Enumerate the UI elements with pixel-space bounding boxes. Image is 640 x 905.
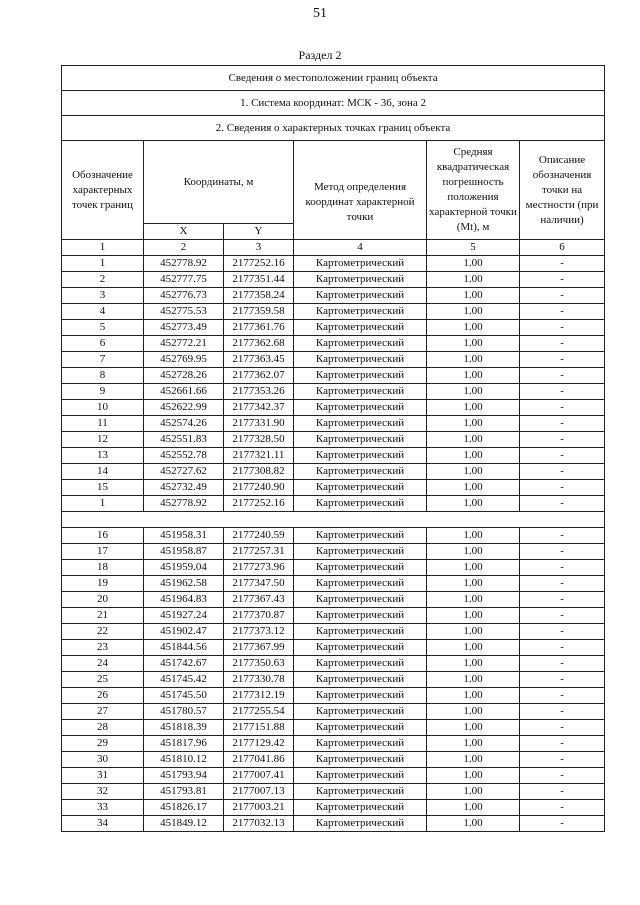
cell-accuracy: 1.00 — [427, 800, 520, 816]
cell-description: - — [520, 464, 605, 480]
cell-coord-x: 451958.31 — [144, 528, 224, 544]
table-row — [62, 416, 605, 432]
cell-method: Картометрический — [294, 784, 427, 800]
table-row — [62, 576, 605, 592]
cell-method: Картометрический — [294, 672, 427, 688]
table-row — [62, 736, 605, 752]
cell-coord-x: 451742.67 — [144, 656, 224, 672]
cell-point-number: 26 — [62, 688, 144, 704]
cell-coord-y: 2177359.58 — [224, 304, 294, 320]
cell-description: - — [520, 448, 605, 464]
cell-coord-x: 451780.57 — [144, 704, 224, 720]
cell-coord-y: 2177331.90 — [224, 416, 294, 432]
table-row — [62, 528, 605, 544]
cell-coord-x: 451962.58 — [144, 576, 224, 592]
table-row — [62, 768, 605, 784]
table-row — [62, 816, 605, 832]
header-coordinates: Координаты, м — [144, 141, 294, 224]
cell-point-number: 1 — [62, 256, 144, 272]
cell-description: - — [520, 400, 605, 416]
cell-coord-x: 452622.99 — [144, 400, 224, 416]
cell-accuracy: 1.00 — [427, 720, 520, 736]
cell-description: - — [520, 752, 605, 768]
table-row — [62, 688, 605, 704]
table-row — [62, 624, 605, 640]
table-row — [62, 384, 605, 400]
table-row — [62, 544, 605, 560]
cell-method: Картометрический — [294, 384, 427, 400]
section-title: Раздел 2 — [298, 48, 342, 62]
cell-accuracy: 1.00 — [427, 784, 520, 800]
cell-coord-y: 2177129.42 — [224, 736, 294, 752]
cell-method: Картометрический — [294, 816, 427, 832]
cell-coord-x: 451745.50 — [144, 688, 224, 704]
table-row — [62, 272, 605, 288]
cell-description: - — [520, 256, 605, 272]
cell-method: Картометрический — [294, 720, 427, 736]
cell-method: Картометрический — [294, 656, 427, 672]
header-y: Y — [224, 224, 294, 240]
cell-accuracy: 1.00 — [427, 544, 520, 560]
cell-coord-x: 452778.92 — [144, 256, 224, 272]
cell-accuracy: 1.00 — [427, 400, 520, 416]
cell-method: Картометрический — [294, 608, 427, 624]
cell-description: - — [520, 592, 605, 608]
cell-accuracy: 1.00 — [427, 608, 520, 624]
cell-coord-x: 452775.53 — [144, 304, 224, 320]
cell-method: Картометрический — [294, 800, 427, 816]
cell-accuracy: 1.00 — [427, 416, 520, 432]
cell-description: - — [520, 336, 605, 352]
cell-description: - — [520, 720, 605, 736]
cell-description: - — [520, 416, 605, 432]
cell-accuracy: 1.00 — [427, 656, 520, 672]
header-accuracy: Средняя квадратическая погрешность положения характерной точки (Mt), м — [427, 141, 520, 240]
cell-coord-x: 451793.94 — [144, 768, 224, 784]
table-row — [62, 496, 605, 512]
cell-coord-x: 452777.75 — [144, 272, 224, 288]
cell-description: - — [520, 624, 605, 640]
cell-coord-y: 2177007.41 — [224, 768, 294, 784]
cell-coord-y: 2177151.88 — [224, 720, 294, 736]
cell-accuracy: 1.00 — [427, 336, 520, 352]
column-number-row — [62, 240, 605, 256]
cell-coord-x: 452727.62 — [144, 464, 224, 480]
cell-coord-y: 2177363.45 — [224, 352, 294, 368]
cell-method: Картометрический — [294, 640, 427, 656]
cell-description: - — [520, 816, 605, 832]
cell-method: Картометрический — [294, 336, 427, 352]
cell-method: Картометрический — [294, 704, 427, 720]
points-heading: 2. Сведения о характерных точках границ объекта — [62, 116, 605, 141]
cell-coord-y: 2177350.63 — [224, 656, 294, 672]
cell-coord-y: 2177330.78 — [224, 672, 294, 688]
cell-point-number: 17 — [62, 544, 144, 560]
cell-method: Картометрический — [294, 368, 427, 384]
cell-coord-x: 451958.87 — [144, 544, 224, 560]
cell-accuracy: 1.00 — [427, 576, 520, 592]
cell-point-number: 9 — [62, 384, 144, 400]
cell-description: - — [520, 496, 605, 512]
cell-method: Картометрический — [294, 400, 427, 416]
cell-coord-y: 2177003.21 — [224, 800, 294, 816]
cell-accuracy: 1.00 — [427, 640, 520, 656]
cell-coord-y: 2177362.07 — [224, 368, 294, 384]
table-row — [62, 368, 605, 384]
cell-description: - — [520, 800, 605, 816]
table-row — [62, 720, 605, 736]
cell-method: Картометрический — [294, 496, 427, 512]
cell-accuracy: 1.00 — [427, 352, 520, 368]
cell-point-number: 30 — [62, 752, 144, 768]
cell-description: - — [520, 320, 605, 336]
cell-coord-y: 2177252.16 — [224, 496, 294, 512]
cell-coord-y: 2177257.31 — [224, 544, 294, 560]
cell-method: Картометрический — [294, 256, 427, 272]
cell-method: Картометрический — [294, 624, 427, 640]
cell-accuracy: 1.00 — [427, 448, 520, 464]
cell-coord-x: 452552.78 — [144, 448, 224, 464]
cell-coord-y: 2177362.68 — [224, 336, 294, 352]
cell-accuracy: 1.00 — [427, 560, 520, 576]
cell-coord-y: 2177367.99 — [224, 640, 294, 656]
cell-method: Картометрический — [294, 272, 427, 288]
table-row — [62, 656, 605, 672]
cell-description: - — [520, 368, 605, 384]
table-row — [62, 400, 605, 416]
cell-coord-x: 452773.49 — [144, 320, 224, 336]
cell-accuracy: 1.00 — [427, 592, 520, 608]
cell-coord-x: 452769.95 — [144, 352, 224, 368]
table-row — [62, 560, 605, 576]
cell-method: Картометрический — [294, 304, 427, 320]
cell-coord-y: 2177353.26 — [224, 384, 294, 400]
cell-accuracy: 1.00 — [427, 704, 520, 720]
cell-method: Картометрический — [294, 432, 427, 448]
cell-coord-y: 2177240.90 — [224, 480, 294, 496]
table-row — [62, 464, 605, 480]
cell-coord-x: 451817.96 — [144, 736, 224, 752]
cell-accuracy: 1.00 — [427, 256, 520, 272]
table-row — [62, 256, 605, 272]
cell-description: - — [520, 352, 605, 368]
table-row — [62, 784, 605, 800]
table-row — [62, 800, 605, 816]
cell-coord-y: 2177347.50 — [224, 576, 294, 592]
cell-accuracy: 1.00 — [427, 528, 520, 544]
cell-coord-y: 2177273.96 — [224, 560, 294, 576]
cell-description: - — [520, 688, 605, 704]
table-row — [62, 320, 605, 336]
cell-coord-y: 2177370.87 — [224, 608, 294, 624]
separator-cell — [62, 512, 605, 528]
cell-point-number: 34 — [62, 816, 144, 832]
cell-description: - — [520, 304, 605, 320]
cell-coord-x: 451964.83 — [144, 592, 224, 608]
cell-coord-y: 2177308.82 — [224, 464, 294, 480]
cell-description: - — [520, 480, 605, 496]
cell-coord-x: 452728.26 — [144, 368, 224, 384]
cell-coord-y: 2177351.44 — [224, 272, 294, 288]
cell-accuracy: 1.00 — [427, 816, 520, 832]
cell-coord-x: 451793.81 — [144, 784, 224, 800]
cell-coord-x: 452778.92 — [144, 496, 224, 512]
table-row — [62, 336, 605, 352]
cell-accuracy: 1.00 — [427, 304, 520, 320]
cell-coord-y: 2177321.11 — [224, 448, 294, 464]
cell-coord-x: 452772.21 — [144, 336, 224, 352]
cell-point-number: 24 — [62, 656, 144, 672]
cell-coord-y: 2177328.50 — [224, 432, 294, 448]
cell-point-number: 2 — [62, 272, 144, 288]
cell-point-number: 21 — [62, 608, 144, 624]
cell-coord-x: 451927.24 — [144, 608, 224, 624]
cell-point-number: 27 — [62, 704, 144, 720]
cell-description: - — [520, 272, 605, 288]
cell-accuracy: 1.00 — [427, 288, 520, 304]
cell-method: Картометрический — [294, 752, 427, 768]
cell-accuracy: 1.00 — [427, 752, 520, 768]
cell-coord-x: 451902.47 — [144, 624, 224, 640]
cell-point-number: 23 — [62, 640, 144, 656]
cell-accuracy: 1.00 — [427, 320, 520, 336]
cell-coord-x: 452551.83 — [144, 432, 224, 448]
cell-description: - — [520, 736, 605, 752]
cell-method: Картометрический — [294, 560, 427, 576]
cell-coord-x: 451745.42 — [144, 672, 224, 688]
cell-coord-x: 452732.49 — [144, 480, 224, 496]
table-row — [62, 592, 605, 608]
column-number: 5 — [427, 240, 520, 256]
table-row — [62, 640, 605, 656]
cell-point-number: 14 — [62, 464, 144, 480]
cell-coord-x: 452776.73 — [144, 288, 224, 304]
cell-coord-y: 2177041.86 — [224, 752, 294, 768]
cell-point-number: 10 — [62, 400, 144, 416]
table-title: Сведения о местоположении границ объекта — [62, 66, 605, 91]
cell-accuracy: 1.00 — [427, 368, 520, 384]
table-row — [62, 704, 605, 720]
cell-accuracy: 1.00 — [427, 432, 520, 448]
cell-coord-x: 451844.56 — [144, 640, 224, 656]
cell-method: Картометрический — [294, 544, 427, 560]
table-row — [62, 448, 605, 464]
cell-point-number: 32 — [62, 784, 144, 800]
cell-coord-x: 451849.12 — [144, 816, 224, 832]
cell-method: Картометрический — [294, 736, 427, 752]
cell-description: - — [520, 656, 605, 672]
table-row — [62, 304, 605, 320]
cell-coord-y: 2177252.16 — [224, 256, 294, 272]
cell-description: - — [520, 560, 605, 576]
cell-method: Картометрический — [294, 528, 427, 544]
table-row — [62, 752, 605, 768]
cell-method: Картометрический — [294, 448, 427, 464]
page-number: 51 — [313, 6, 327, 21]
cell-accuracy: 1.00 — [427, 768, 520, 784]
table-row — [62, 672, 605, 688]
cell-description: - — [520, 784, 605, 800]
cell-point-number: 12 — [62, 432, 144, 448]
cell-point-number: 7 — [62, 352, 144, 368]
cell-method: Картометрический — [294, 416, 427, 432]
cell-description: - — [520, 384, 605, 400]
cell-point-number: 1 — [62, 496, 144, 512]
column-number: 6 — [520, 240, 605, 256]
cell-accuracy: 1.00 — [427, 688, 520, 704]
contour-separator-row — [62, 512, 605, 528]
cell-point-number: 11 — [62, 416, 144, 432]
cell-accuracy: 1.00 — [427, 624, 520, 640]
cell-point-number: 25 — [62, 672, 144, 688]
cell-description: - — [520, 544, 605, 560]
cell-point-number: 20 — [62, 592, 144, 608]
boundary-points-table — [61, 65, 605, 832]
cell-accuracy: 1.00 — [427, 384, 520, 400]
cell-coord-x: 451959.04 — [144, 560, 224, 576]
cell-description: - — [520, 288, 605, 304]
cell-coord-y: 2177032.13 — [224, 816, 294, 832]
cell-description: - — [520, 432, 605, 448]
cell-coord-y: 2177312.19 — [224, 688, 294, 704]
cell-description: - — [520, 768, 605, 784]
cell-point-number: 29 — [62, 736, 144, 752]
cell-method: Картометрический — [294, 464, 427, 480]
table-row — [62, 480, 605, 496]
cell-point-number: 8 — [62, 368, 144, 384]
header-designation: Обозначение характерных точек границ — [62, 141, 144, 240]
table-row — [62, 432, 605, 448]
cell-point-number: 18 — [62, 560, 144, 576]
cell-coord-x: 451826.17 — [144, 800, 224, 816]
cell-description: - — [520, 672, 605, 688]
cell-point-number: 13 — [62, 448, 144, 464]
cell-method: Картометрический — [294, 576, 427, 592]
header-x: X — [144, 224, 224, 240]
cell-method: Картометрический — [294, 592, 427, 608]
cell-coord-y: 2177361.76 — [224, 320, 294, 336]
cell-coord-x: 451810.12 — [144, 752, 224, 768]
cell-description: - — [520, 704, 605, 720]
cell-accuracy: 1.00 — [427, 672, 520, 688]
column-number: 4 — [294, 240, 427, 256]
cell-method: Картометрический — [294, 688, 427, 704]
cell-coord-y: 2177373.12 — [224, 624, 294, 640]
cell-accuracy: 1.00 — [427, 464, 520, 480]
cell-accuracy: 1.00 — [427, 496, 520, 512]
cell-coord-y: 2177342.37 — [224, 400, 294, 416]
column-number: 2 — [144, 240, 224, 256]
cell-coord-y: 2177240.59 — [224, 528, 294, 544]
cell-coord-y: 2177367.43 — [224, 592, 294, 608]
cell-coord-y: 2177007.13 — [224, 784, 294, 800]
cell-coord-x: 452661.66 — [144, 384, 224, 400]
cell-description: - — [520, 608, 605, 624]
cell-description: - — [520, 576, 605, 592]
cell-point-number: 19 — [62, 576, 144, 592]
cell-point-number: 15 — [62, 480, 144, 496]
cell-coord-y: 2177358.24 — [224, 288, 294, 304]
cell-method: Картометрический — [294, 288, 427, 304]
cell-point-number: 4 — [62, 304, 144, 320]
cell-point-number: 6 — [62, 336, 144, 352]
cell-accuracy: 1.00 — [427, 480, 520, 496]
cell-point-number: 3 — [62, 288, 144, 304]
coordinate-system: 1. Система координат: МСК - 36, зона 2 — [62, 91, 605, 116]
cell-point-number: 22 — [62, 624, 144, 640]
cell-point-number: 31 — [62, 768, 144, 784]
cell-description: - — [520, 528, 605, 544]
cell-point-number: 5 — [62, 320, 144, 336]
header-description: Описание обозначения точки на местности (при наличии) — [520, 141, 605, 240]
cell-method: Картометрический — [294, 480, 427, 496]
header-method: Метод определения координат характерной точки — [294, 141, 427, 240]
cell-description: - — [520, 640, 605, 656]
column-number: 1 — [62, 240, 144, 256]
cell-point-number: 16 — [62, 528, 144, 544]
cell-point-number: 33 — [62, 800, 144, 816]
cell-coord-y: 2177255.54 — [224, 704, 294, 720]
cell-accuracy: 1.00 — [427, 736, 520, 752]
cell-method: Картометрический — [294, 768, 427, 784]
cell-method: Картометрический — [294, 320, 427, 336]
cell-point-number: 28 — [62, 720, 144, 736]
column-number: 3 — [224, 240, 294, 256]
table-row — [62, 352, 605, 368]
cell-coord-x: 451818.39 — [144, 720, 224, 736]
table-row — [62, 288, 605, 304]
table-row — [62, 608, 605, 624]
cell-method: Картометрический — [294, 352, 427, 368]
cell-accuracy: 1.00 — [427, 272, 520, 288]
cell-coord-x: 452574.26 — [144, 416, 224, 432]
